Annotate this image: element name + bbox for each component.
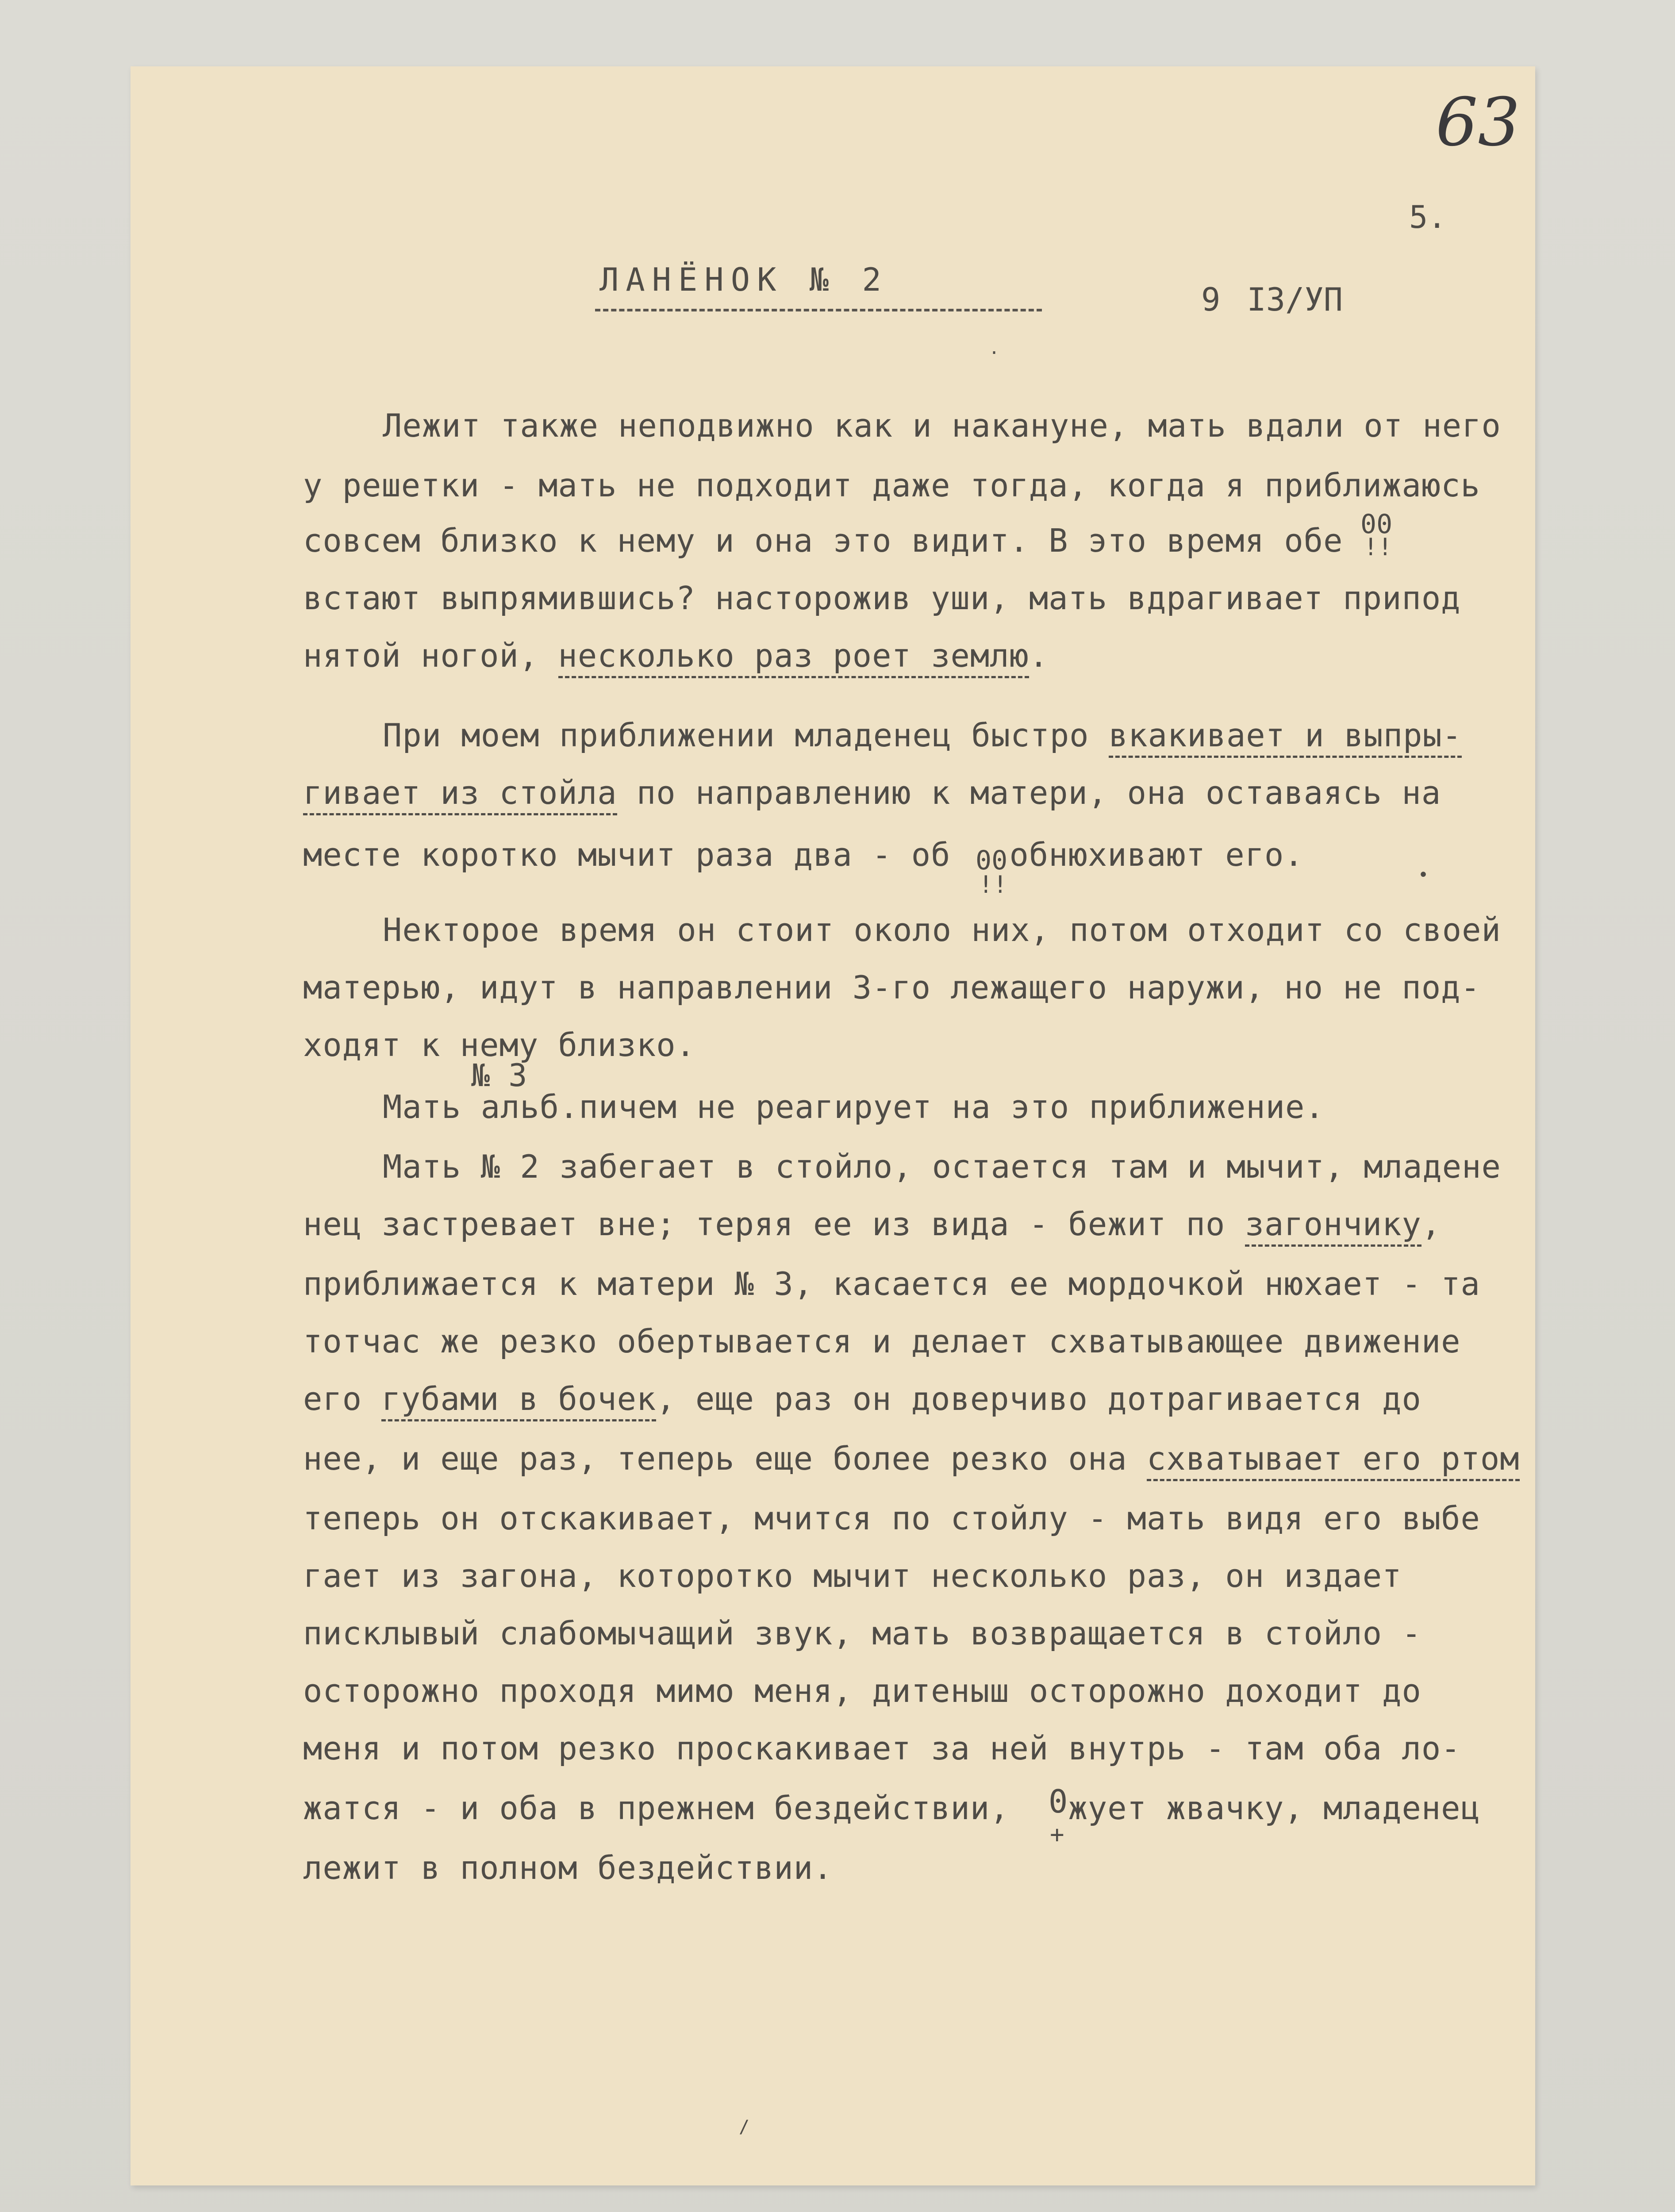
text-line: Лежит также неподвижно как и накануне, мать вдали от него (383, 407, 1501, 444)
text-fragment: нее, и еще раз, теперь еще более резко она (303, 1440, 1127, 1477)
document-page (131, 66, 1535, 2185)
ink-speck: / (739, 2117, 750, 2137)
text-fragment: , (1421, 1206, 1441, 1243)
underlined-phrase: схватывает его ртом (1147, 1440, 1520, 1481)
text-line (303, 1206, 1441, 1243)
text-line: тотчас же резко обертывается и делает схватывающее движение (303, 1323, 1461, 1360)
text-line: встают выпрямившись? насторожив уши, мать вдрагивает припод (303, 580, 1461, 617)
text-line: Некторое время он стоит около них, потом отходит со своей (383, 911, 1501, 949)
text-fragment: жует жвачку, младенец (1068, 1790, 1480, 1827)
text-line: осторожно проходя мимо меня, дитеныш осторожно доходит до (303, 1672, 1421, 1709)
text-line: писклывый слабомычащий звук, мать возвращается в стойло - (303, 1615, 1421, 1652)
text-line: меня и потом резко проскакивает за ней внутрь - там оба ло- (303, 1730, 1461, 1767)
text-line: матерью, идут в направлении 3-го лежащего наружи, но не под- (303, 969, 1480, 1006)
text-line: Мать № 2 забегает в стойло, остается там и мычит, младене (383, 1148, 1501, 1185)
text-line: приближается к матери № 3, касается ее мордочкой нюхает - та (303, 1265, 1480, 1302)
text-line (303, 836, 1304, 873)
single-o-mark: + (1050, 1820, 1064, 1848)
text-line (303, 1790, 1480, 1827)
text-line: совсем близко к нему и она это видит. В это время обе (303, 522, 1343, 559)
text-line: Мать альб.пичем не реагирует на это приближение. (383, 1088, 1325, 1125)
text-fragment: При моем приближении младенец быстро (383, 717, 1089, 754)
text-fragment: месте коротко мычит раза два - об (303, 836, 951, 873)
text-line (383, 717, 1462, 754)
underlined-phrase: загончику (1245, 1206, 1421, 1247)
ink-speck: • (1418, 865, 1429, 885)
text-line (303, 1440, 1520, 1477)
text-fragment: по направлению к матери, она оставаясь на (617, 774, 1441, 811)
text-fragment: , еще раз он доверчиво дотрагивается до (656, 1380, 1421, 1417)
text-line (303, 1380, 1421, 1417)
double-o-marks: !! (1364, 533, 1393, 561)
text-fragment: . (1029, 637, 1049, 674)
page-number: 5. (1409, 199, 1447, 235)
text-line (303, 774, 1441, 811)
date-month: I3/УП (1247, 281, 1343, 318)
text-fragment: нятой ногой, (303, 637, 539, 674)
underlined-phrase: губами в бочек (381, 1380, 656, 1421)
underlined-phrase: несколько раз роет землю (558, 637, 1029, 678)
text-fragment: обнюхивают его. (1009, 836, 1304, 873)
text-fragment: его (303, 1380, 362, 1417)
underlined-phrase: гивает из стойла (303, 774, 617, 815)
text-line: лежит в полном бездействии. (303, 1849, 833, 1886)
text-line (303, 637, 1049, 674)
text-line: гает из загона, которотко мычит несколько раз, он издает (303, 1557, 1402, 1594)
text-fragment: жатся - и оба в прежнем бездействии, (303, 1790, 1010, 1827)
text-line: ходят к нему близко. (303, 1026, 695, 1064)
document-title: ЛАНЁНОК № 2 (599, 261, 888, 298)
double-o-annotation: 00 (1360, 509, 1393, 540)
underlined-phrase: вкакивает и выпры- (1109, 717, 1462, 758)
date-day: 9 (1201, 281, 1221, 318)
dateline (1201, 281, 1369, 318)
text-line: теперь он отскакивает, мчится по стойлу - мать видя его выбе (303, 1500, 1480, 1537)
text-fragment: нец застревает вне; теряя ее из вида - бежит по (303, 1206, 1226, 1243)
title-underline (595, 309, 1042, 311)
double-o-marks: !! (979, 871, 1008, 899)
folio-number: 63 (1436, 84, 1520, 161)
mother-number-annotation: № 3 (471, 1057, 527, 1094)
text-line: у решетки - мать не подходит даже тогда, когда я приближаюсь (303, 467, 1480, 504)
ink-speck: · (989, 343, 1000, 363)
single-o-annotation: 0 (1049, 1783, 1068, 1820)
double-o-annotation: 00 (976, 845, 1008, 876)
